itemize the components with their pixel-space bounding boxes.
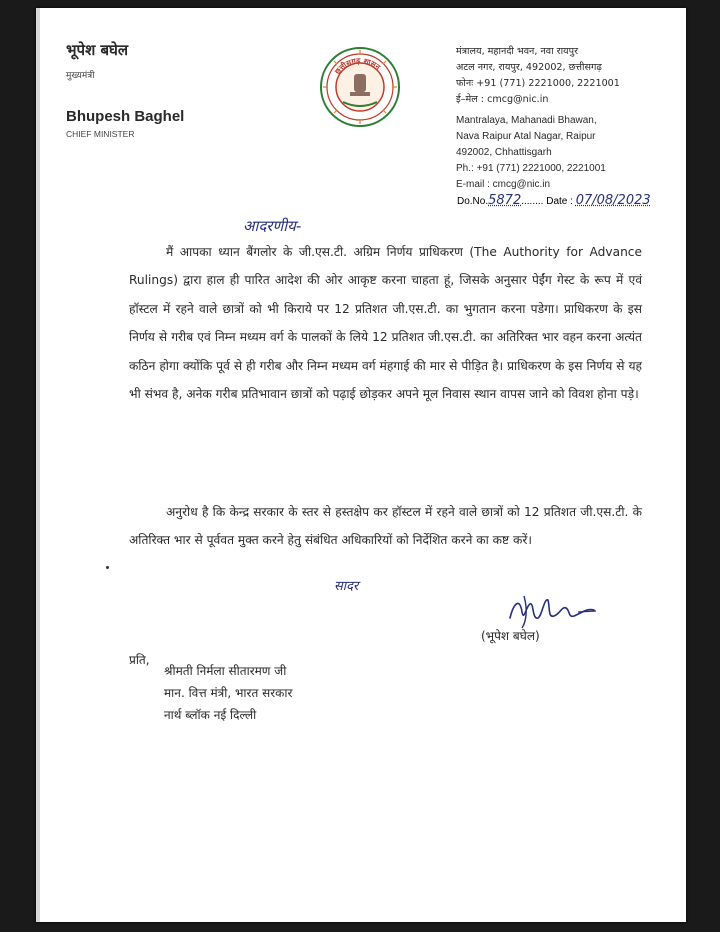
recipient-line: नार्थ ब्लॉक नई दिल्ली xyxy=(164,708,257,722)
body-paragraph-2: अनुरोध है कि केन्द्र सरकार के स्तर से हस्तक्षेप कर हॉस्टल में रहने वाले छात्रों को 12 प्रतिशत जी.एस.टी. के अतिरिक्त भार से पूर्ववत मुक्त करने हेतु संबंधित अधिकारियों को निर्देशित करने का कष्ट करें। xyxy=(129,505,642,548)
signatory-name: (भूपेश बघेल) xyxy=(481,629,540,643)
recipient-line: मान. वित्त मंत्री, भारत सरकार xyxy=(164,686,293,700)
date-value: 07/08/2023 xyxy=(575,193,651,208)
sender-name-english: Bhupesh Baghel xyxy=(66,108,185,125)
address-english-line: Ph.: +91 (771) 2221000, 2221001 xyxy=(456,163,606,174)
date-label: Date : xyxy=(546,196,573,207)
sender-name-hindi: भूपेश बघेल xyxy=(66,41,129,59)
address-english-line: Mantralaya, Mahanadi Bhawan, xyxy=(456,115,597,126)
salutation: आदरणीय- xyxy=(243,217,302,235)
address-hindi-line: फोनः +91 (771) 2221000, 2221001 xyxy=(456,78,620,89)
address-english-line: 492002, Chhattisgarh xyxy=(456,147,552,158)
do-dots: ........ xyxy=(521,196,544,207)
page-edge xyxy=(36,8,40,922)
signature-image xyxy=(504,588,600,632)
reference-line xyxy=(457,193,651,208)
margin-mark xyxy=(106,566,109,569)
sender-title-hindi: मुख्यमंत्री xyxy=(66,71,95,81)
letter-page xyxy=(36,8,686,922)
closing-sadar: सादर xyxy=(334,579,359,594)
recipient-block xyxy=(164,660,292,726)
sender-title-english: CHIEF MINISTER xyxy=(66,129,135,139)
address-english-block xyxy=(456,113,606,193)
address-hindi-block xyxy=(456,44,620,108)
address-english-line: Nava Raipur Atal Nagar, Raipur xyxy=(456,131,596,142)
address-hindi-line: अटल नगर, रायपुर, 492002, छत्तीसगढ़ xyxy=(456,62,602,73)
body-paragraph-1: मैं आपका ध्यान बैंगलोर के जी.एस.टी. अग्रिम निर्णय प्राधिकरण (The Authority for Advance Rulings) द्वारा हाल ही पारित आदेश की ओर आकृष्ट करना चाहता हूं, जिसके अनुसार पेईंग गेस्ट के रूप में एवं हॉस्टल में रहने वाले छात्रों को भी किराये पर 12 प्रतिशत जी.एस.टी. का भुगतान करना पडेगा। प्राधिकरण के इस निर्णय से गरीब एवं निम्न मध्यम वर्ग के पालकों के लिये 12 प्रतिशत जी.एस.टी. का अतिरिक्त भार वहन करना अत्यंत कठिन होगा क्योंकि पूर्व से ही गरीब और निम्न मध्यम वर्ग मंहगाई की मार से पीड़ित है। प्राधिकरण के इस निर्णय से यह भी संभव है, अनेक गरीब प्रतिभावान छात्रों को पढ़ाई छोड़कर अपने मूल निवास स्थान वापस जाने को विवश होना पड़े। xyxy=(129,245,642,402)
address-hindi-line: ई–मेल : cmcg@nic.in xyxy=(456,94,549,105)
state-emblem-seal xyxy=(319,46,401,128)
do-number-value: 5872 xyxy=(488,193,522,208)
address-hindi-line: मंत्रालय, महानदी भवन, नवा रायपुर xyxy=(456,46,578,57)
do-number-label: Do.No. xyxy=(457,196,489,207)
recipient-line: श्रीमती निर्मला सीतारमण जी xyxy=(164,664,287,678)
emblem-text: छत्तीसगढ़ शासन xyxy=(332,56,383,76)
address-english-line: E-mail : cmcg@nic.in xyxy=(456,179,551,190)
recipient-prefix: प्रति, xyxy=(129,653,150,667)
